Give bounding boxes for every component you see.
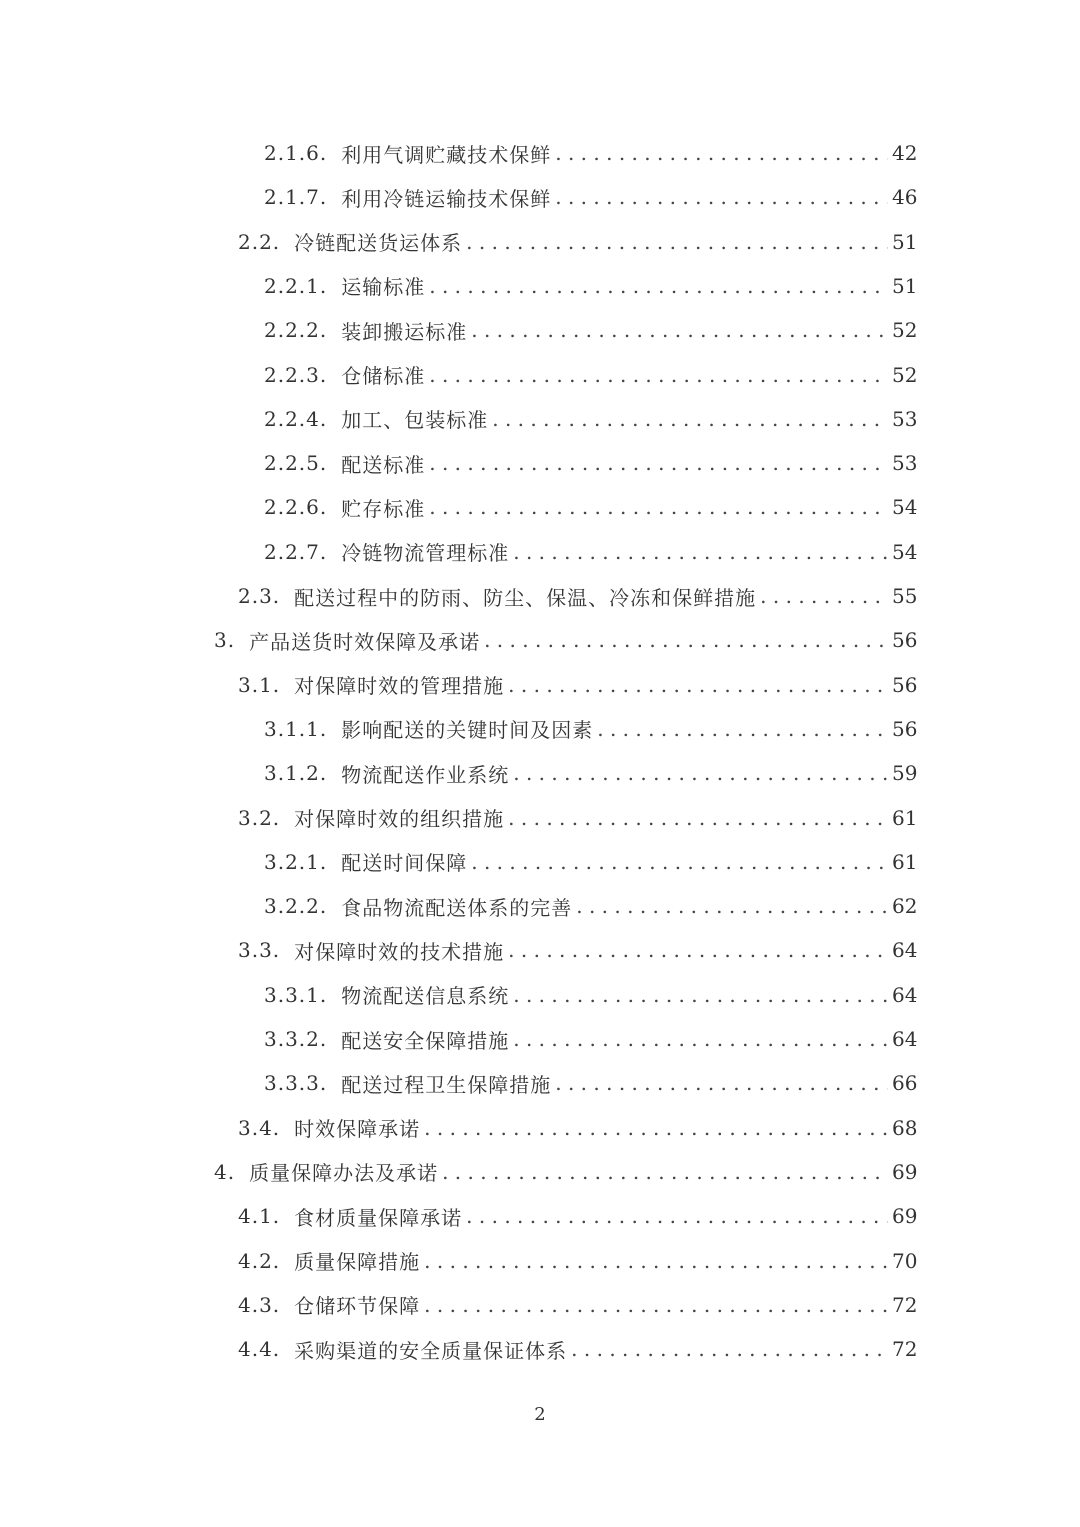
toc-entry[interactable] <box>264 1061 916 1105</box>
toc-dot-leader <box>484 628 888 652</box>
toc-dot-leader <box>471 318 888 342</box>
toc-entry-page: 52 <box>892 318 918 343</box>
toc-dot-leader <box>555 1071 888 1095</box>
toc-entry-title: 冷链物流管理标准 <box>341 541 510 566</box>
toc-dot-leader <box>555 185 888 209</box>
toc-entry-title: 冷链配送货运体系 <box>294 231 463 256</box>
toc-entry[interactable] <box>264 353 916 397</box>
toc-entry-number: 3.3.3. <box>264 1071 328 1096</box>
toc-entry-title: 利用冷链运输技术保鲜 <box>341 186 552 211</box>
toc-entry-title: 装卸搬运标准 <box>341 319 468 344</box>
toc-entry[interactable] <box>264 707 916 751</box>
toc-entry-number: 2.2.2. <box>264 318 328 343</box>
toc-dot-leader <box>424 1293 888 1317</box>
toc-entry-title: 贮存标准 <box>341 496 426 521</box>
toc-entry-page: 51 <box>892 229 918 254</box>
toc-entry-page: 66 <box>892 1071 918 1096</box>
toc-dot-leader <box>429 274 888 298</box>
toc-entry[interactable] <box>264 264 916 308</box>
toc-entry-number: 3.1.1. <box>264 716 328 741</box>
toc-entry-number: 2.2.4. <box>264 406 328 431</box>
toc-entry-number: 2.1.6. <box>264 141 328 165</box>
toc-dot-leader <box>508 938 888 962</box>
toc-entry-title: 仓储环节保障 <box>294 1294 421 1319</box>
toc-entry-title: 利用气调贮藏技术保鲜 <box>341 142 552 167</box>
toc-entry-page: 56 <box>892 716 918 741</box>
toc-entry-title: 配送标准 <box>341 452 426 477</box>
toc-entry-number: 3.2.2. <box>264 894 328 919</box>
toc-entry-title: 食品物流配送体系的完善 <box>341 895 573 920</box>
toc-entry[interactable] <box>264 441 916 485</box>
toc-entry-page: 46 <box>892 185 918 210</box>
toc-entry[interactable] <box>264 131 916 175</box>
toc-entry-title: 物流配送信息系统 <box>341 984 510 1009</box>
toc-entry[interactable] <box>238 928 916 972</box>
toc-dot-leader <box>424 1116 888 1140</box>
toc-dot-leader <box>429 451 888 475</box>
toc-dot-leader <box>442 1160 888 1184</box>
toc-entry[interactable] <box>264 485 916 529</box>
toc-dot-leader <box>508 806 888 830</box>
toc-entry[interactable] <box>238 1327 916 1371</box>
toc-entry-number: 3.3. <box>238 938 281 963</box>
toc-entry-page: 55 <box>892 584 918 608</box>
toc-entry-page: 72 <box>892 1292 918 1317</box>
toc-entry-page: 53 <box>892 406 918 431</box>
toc-entry-number: 2.1.7. <box>264 185 328 210</box>
toc-entry-page: 61 <box>892 805 918 830</box>
toc-entry-number: 2.3. <box>238 584 281 608</box>
toc-entry-page: 56 <box>892 672 918 697</box>
toc-entry-page: 64 <box>892 982 918 1007</box>
toc-entry-number: 3.1. <box>238 672 281 697</box>
toc-entry[interactable] <box>238 796 916 840</box>
toc-dot-leader <box>508 673 888 697</box>
toc-entry[interactable] <box>264 175 916 219</box>
toc-dot-leader <box>760 584 888 608</box>
toc-entry[interactable] <box>264 973 916 1017</box>
toc-entry-title: 加工、包装标准 <box>341 408 489 433</box>
toc-entry-number: 4.4. <box>238 1337 281 1362</box>
toc-entry-title: 时效保障承诺 <box>294 1117 421 1142</box>
toc-entry[interactable] <box>264 530 916 574</box>
toc-entry-number: 2.2.6. <box>264 495 328 520</box>
toc-entry[interactable] <box>214 618 916 662</box>
toc-entry-page: 54 <box>892 539 918 564</box>
toc-entry-page: 59 <box>892 761 918 786</box>
toc-entry[interactable] <box>264 1017 916 1061</box>
toc-dot-leader <box>513 983 888 1007</box>
toc-entry-title: 产品送货时效保障及承诺 <box>249 629 481 654</box>
toc-dot-leader <box>466 1204 888 1228</box>
toc-entry-page: 68 <box>892 1115 918 1140</box>
toc-entry-number: 4.1. <box>238 1204 281 1229</box>
toc-entry-number: 3.3.1. <box>264 982 328 1007</box>
toc-dot-leader <box>492 407 888 431</box>
toc-entry-title: 对保障时效的技术措施 <box>294 939 505 964</box>
toc-entry-title: 配送安全保障措施 <box>341 1028 510 1053</box>
toc-entry-title: 配送时间保障 <box>341 851 468 876</box>
toc-dot-leader <box>513 761 888 785</box>
toc-entry-number: 2.2.1. <box>264 273 328 298</box>
toc-dot-leader <box>513 1027 888 1051</box>
toc-entry-number: 3. <box>214 628 236 653</box>
toc-dot-leader <box>555 141 888 165</box>
toc-entry-number: 4. <box>214 1159 236 1184</box>
toc-entry-number: 3.2. <box>238 805 281 830</box>
toc-entry-page: 61 <box>892 849 918 874</box>
toc-dot-leader <box>466 230 888 254</box>
toc-entry[interactable] <box>238 1283 916 1327</box>
page-number: 2 <box>534 1404 546 1425</box>
toc-entry[interactable] <box>264 397 916 441</box>
toc-entry-title: 质量保障措施 <box>294 1250 421 1274</box>
toc-entry[interactable] <box>264 308 916 352</box>
toc-dot-leader <box>424 1249 888 1273</box>
toc-dot-leader <box>576 894 888 918</box>
toc-entry-page: 56 <box>892 628 918 653</box>
toc-dot-leader <box>429 363 888 387</box>
toc-entry-title: 采购渠道的安全质量保证体系 <box>294 1338 568 1363</box>
toc-entry-page: 64 <box>892 1027 918 1051</box>
toc-entry-page: 62 <box>892 894 918 919</box>
toc-entry-page: 69 <box>892 1159 918 1184</box>
toc-entry[interactable] <box>264 751 916 795</box>
toc-entry-page: 70 <box>892 1248 918 1273</box>
toc-entry-number: 4.2. <box>238 1248 281 1273</box>
toc-entry[interactable] <box>238 1106 916 1150</box>
toc-entry-number: 3.1.2. <box>264 761 328 786</box>
toc-dot-leader <box>571 1337 888 1361</box>
toc-dot-leader <box>429 495 888 519</box>
toc-entry[interactable] <box>238 663 916 707</box>
toc-entry[interactable] <box>238 574 916 618</box>
toc-entry-title: 影响配送的关键时间及因素 <box>341 718 594 743</box>
toc-entry-number: 4.3. <box>238 1292 281 1317</box>
toc-entry-number: 2.2.3. <box>264 362 328 387</box>
toc-entry-page: 53 <box>892 451 918 476</box>
toc-dot-leader <box>513 540 888 564</box>
toc-entry-page: 69 <box>892 1204 918 1229</box>
toc-entry-title: 食材质量保障承诺 <box>294 1205 463 1230</box>
toc-entry-title: 对保障时效的组织措施 <box>294 807 505 831</box>
toc-entry-number: 3.3.2. <box>264 1027 328 1051</box>
toc-dot-leader <box>471 850 888 874</box>
toc-entry-number: 2.2.5. <box>264 451 328 476</box>
toc-entry[interactable] <box>264 884 916 928</box>
toc-entry-title: 配送过程卫生保障措施 <box>341 1072 552 1097</box>
toc-entry-title: 仓储标准 <box>341 364 426 388</box>
toc-entry-title: 运输标准 <box>341 275 426 300</box>
toc-entry[interactable] <box>238 1239 916 1283</box>
toc-entry-number: 2.2.7. <box>264 539 328 564</box>
toc-entry[interactable] <box>238 1194 916 1238</box>
toc-entry-title: 物流配送作业系统 <box>341 762 510 787</box>
toc-entry-page: 54 <box>892 495 918 520</box>
toc-entry-title: 对保障时效的管理措施 <box>294 674 505 699</box>
toc-entry-number: 3.4. <box>238 1115 281 1140</box>
toc-entry-page: 64 <box>892 938 918 963</box>
toc-entry[interactable] <box>264 840 916 884</box>
toc-entry-title: 质量保障办法及承诺 <box>249 1161 439 1186</box>
toc-entry-number: 2.2. <box>238 229 281 254</box>
toc-entry-page: 42 <box>892 141 918 165</box>
toc-entry-number: 3.2.1. <box>264 849 328 874</box>
toc-entry-page: 51 <box>892 273 918 298</box>
toc-entry-page: 72 <box>892 1337 918 1362</box>
toc-entry-title: 配送过程中的防雨、防尘、保温、冷冻和保鲜措施 <box>294 585 757 610</box>
toc-entry[interactable] <box>214 1150 916 1194</box>
toc-entry[interactable] <box>238 220 916 264</box>
toc-dot-leader <box>597 717 888 741</box>
toc-entry-page: 52 <box>892 362 918 387</box>
